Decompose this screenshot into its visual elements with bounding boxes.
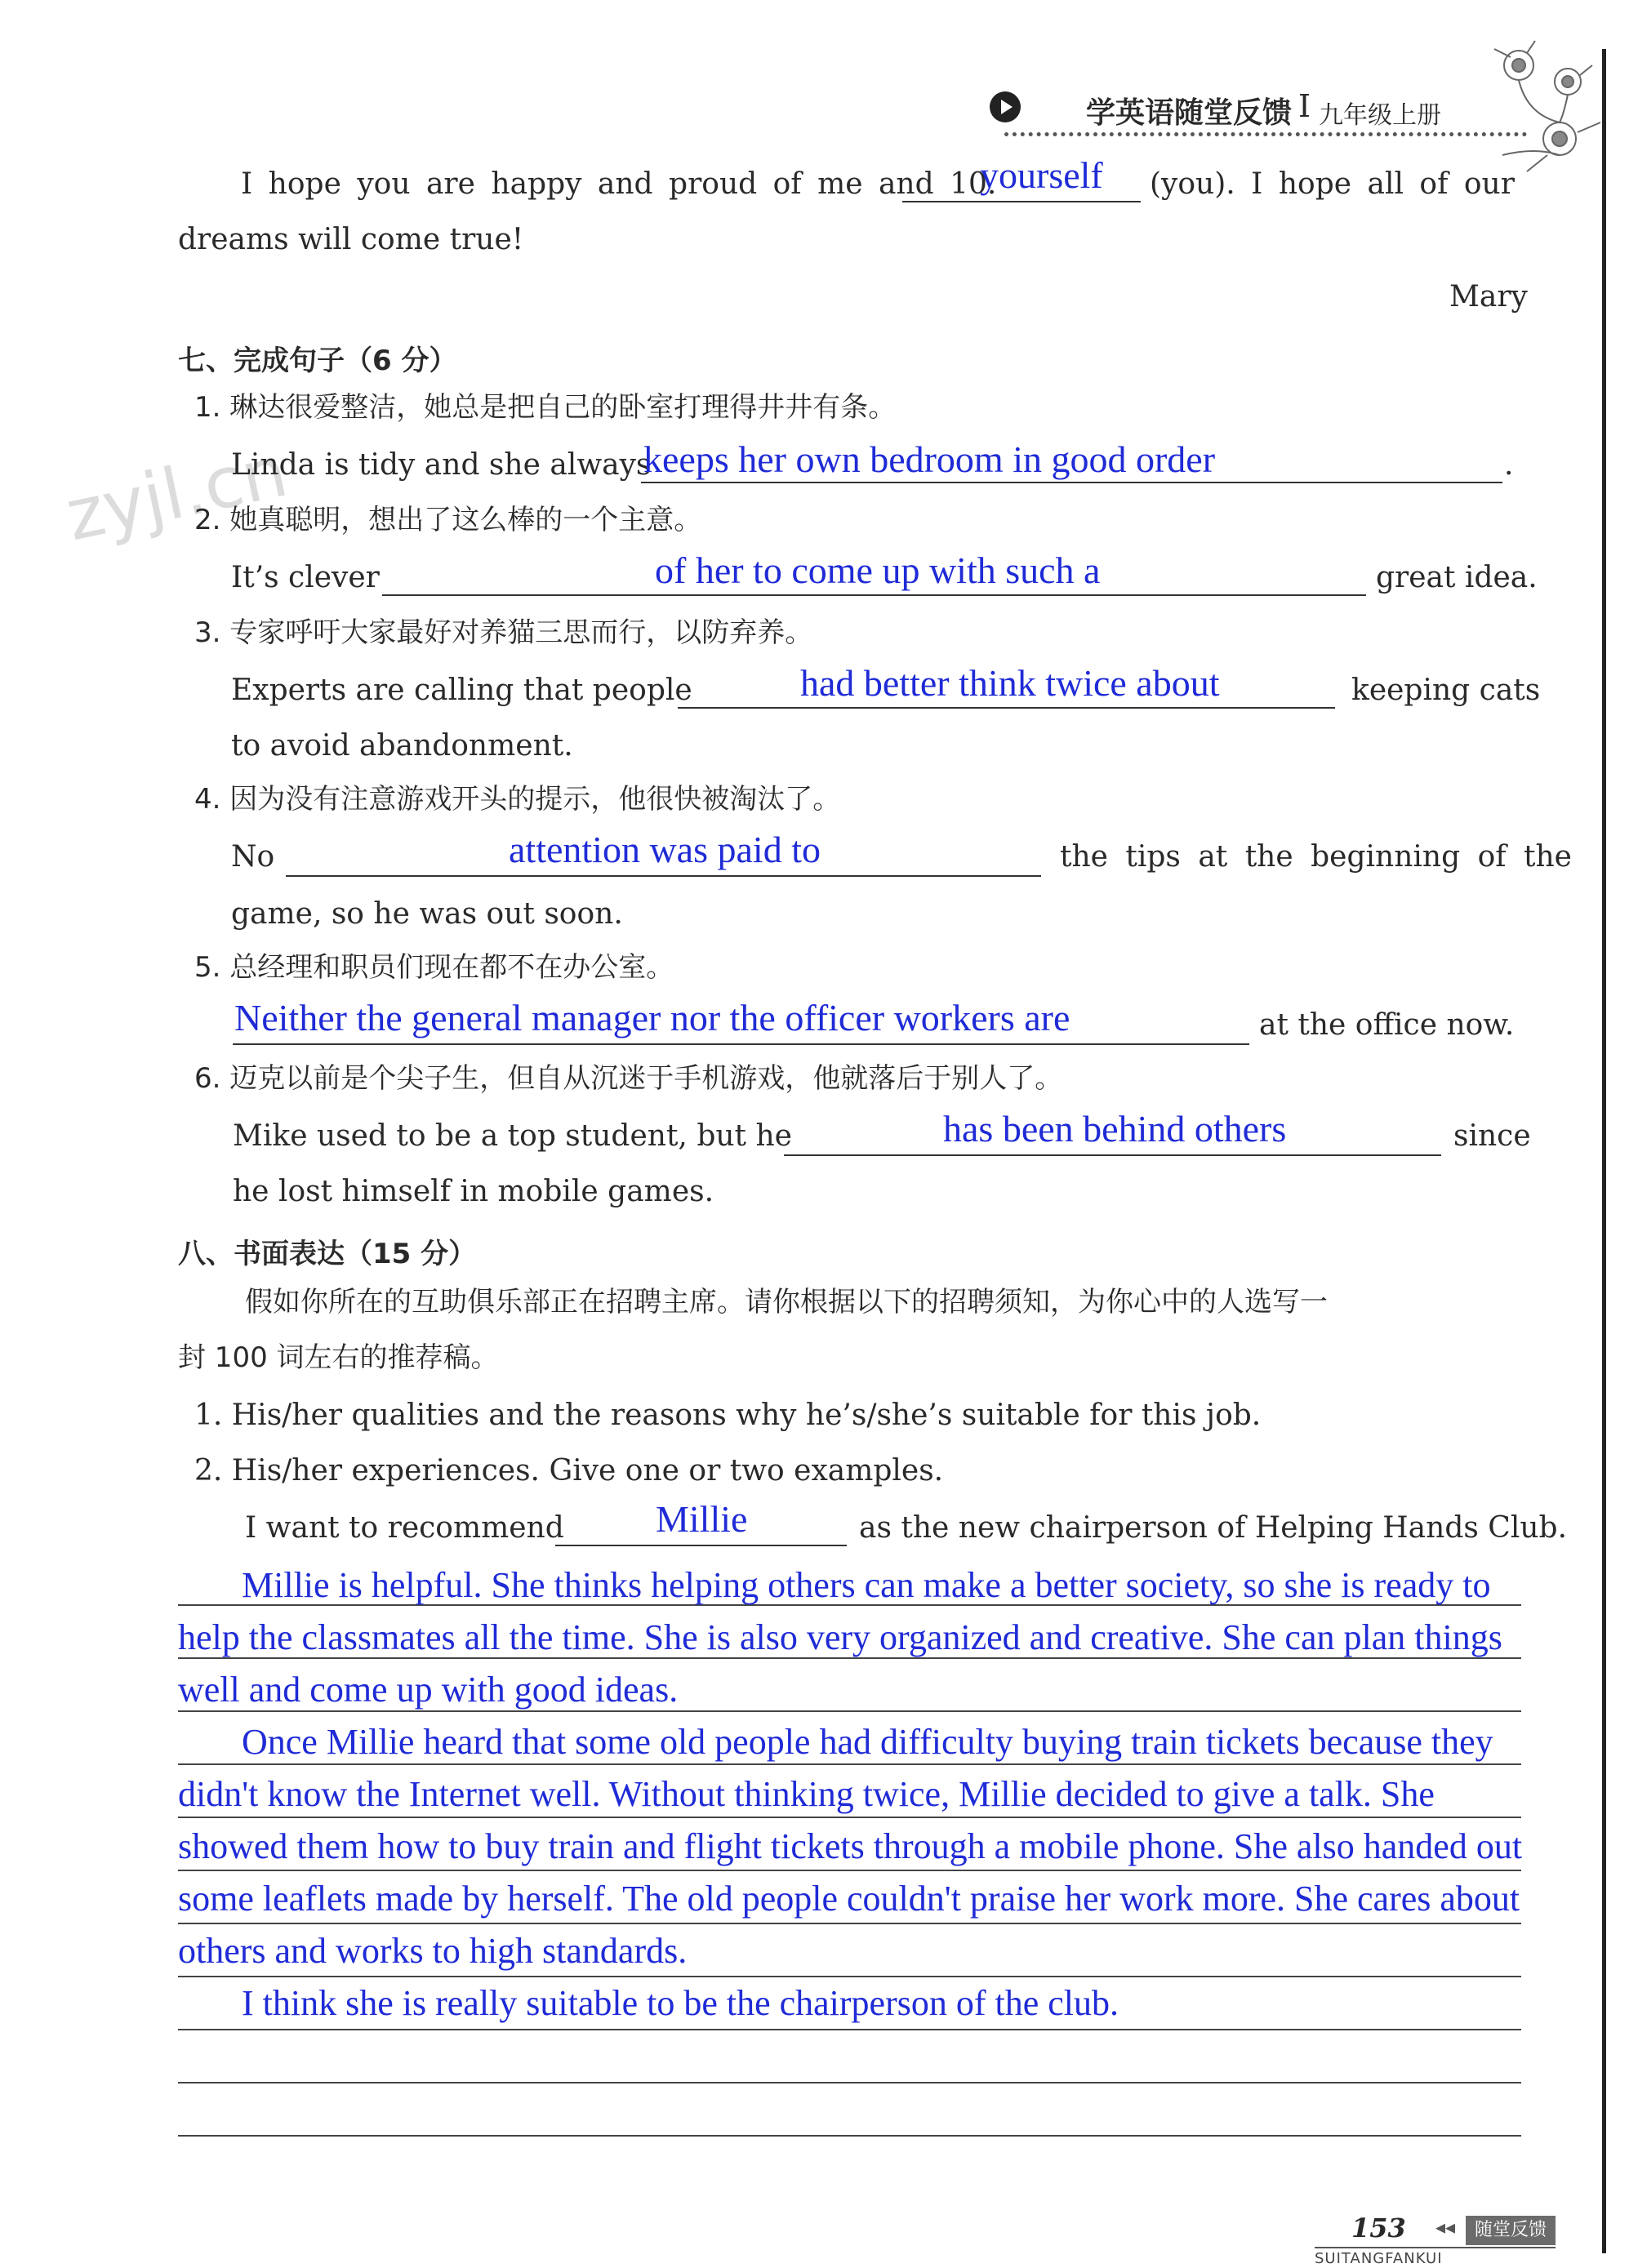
writing-line [178, 2135, 1521, 2137]
item2-prefix: It’s clever [231, 561, 380, 594]
footer-badge-label: 随堂反馈 [1474, 2220, 1547, 2240]
item4-blank-line [286, 875, 1041, 877]
section8-point1: 1. His/her qualities and the reasons why he’s/she’s suitable for this job. [194, 1399, 1262, 1432]
watermark: zyjl.cn [59, 430, 295, 558]
item1-chinese: 1. 琳达很爱整洁，她总是把自己的卧室打理得井井有条。 [194, 391, 897, 424]
header-dotted-rule [1004, 132, 1527, 136]
letter-signature: Mary [1449, 280, 1528, 314]
item1-answer: keeps her own bedroom in good order [643, 438, 1216, 480]
section7-heading: 七、完成句子（6 分） [178, 345, 457, 377]
recommend-prefix: I want to recommend [245, 1511, 564, 1545]
item6-prefix: Mike used to be a top student, but he [233, 1119, 792, 1153]
item2-answer: of her to come up with such a [655, 549, 1101, 591]
recommend-blank-line [555, 1545, 847, 1546]
writing-line [178, 2082, 1521, 2083]
footer-arrows: ◂◂ [1435, 2216, 1456, 2239]
play-icon [990, 91, 1021, 122]
item3-suffix: keeping cats [1351, 674, 1541, 707]
item3-continuation: to avoid abandonment. [231, 729, 573, 763]
item1-prefix: Linda is tidy and she always [231, 448, 652, 482]
item6-chinese: 6. 迈克以前是个尖子生，但自从沉迷于手机游戏，他就落后于别人了。 [194, 1062, 1063, 1095]
footer-badge [1466, 2216, 1556, 2245]
item6-blank-line [784, 1154, 1441, 1156]
item5-suffix: at the office now. [1259, 1008, 1515, 1042]
item2-suffix: great idea. [1376, 561, 1538, 594]
recommend-suffix: as the new chairperson of Helping Hands Club. [859, 1511, 1568, 1545]
section8-heading: 八、书面表达（15 分） [178, 1238, 477, 1270]
item4-answer: attention was paid to [509, 829, 821, 870]
essay-answer [178, 1559, 1533, 2030]
page-edge-shadow [1602, 49, 1606, 2253]
item3-blank-line [678, 707, 1335, 709]
item2-blank-line [382, 594, 1366, 596]
item3-answer: had better think twice about [800, 662, 1220, 704]
item6-answer: has been behind others [943, 1108, 1287, 1150]
header-subtitle: 九年级上册 [1319, 101, 1441, 130]
item3-prefix: Experts are calling that people [231, 674, 692, 707]
item3-chinese: 3. 专家呼吁大家最好对养猫三思而行，以防弃养。 [194, 616, 813, 649]
answer-10: yourself [980, 154, 1103, 196]
item4-prefix: No [231, 840, 275, 874]
essay-paragraph-2: Once Millie heard that some old people had difficulty buying train tickets because they didn't know the Internet well. Without thinking twice, Millie decided to give a talk. She showed them how to buy train and flight tickets through a mobile phone. She also handed out some leaflets made by herself. The old people couldn't praise her work more. She cares about others and works to high standards. [178, 1722, 1523, 1971]
item5-blank-line [233, 1043, 1249, 1045]
section8-prompt-line1: 假如你所在的互助俱乐部正在招聘主席。请你根据以下的招聘须知，为你心中的人选写一 [245, 1286, 1328, 1319]
item6-suffix: since [1453, 1119, 1531, 1153]
letter-line1-pre: I hope you are happy and proud of me and 10. [241, 167, 997, 201]
letter-line1-post: (you). I hope all of our [1150, 167, 1515, 201]
header-separator: I [1298, 88, 1311, 124]
footer-subtext: SUITANGFANKUI [1315, 2250, 1443, 2267]
header-title: 学英语随堂反馈 [1086, 96, 1293, 130]
section8-prompt-line2: 封 100 词左右的推荐稿。 [178, 1341, 499, 1374]
item4-continuation: game, so he was out soon. [231, 897, 623, 931]
letter-line2: dreams will come true! [178, 223, 524, 256]
page-number: 153 [1351, 2212, 1406, 2244]
item6-continuation: he lost himself in mobile games. [233, 1175, 714, 1208]
essay-paragraph-1: Millie is helpful. She thinks helping others can make a better society, so she is ready to help the classmates all the time. She is also very organized and creative. She can plan things well and come up with good ideas. [178, 1565, 1502, 1710]
item1-suffix: . [1504, 448, 1514, 482]
blank-10-line [902, 201, 1141, 202]
item4-suffix: the tips at the beginning of the [1060, 840, 1572, 874]
item1-blank-line [641, 482, 1502, 483]
item2-chinese: 2. 她真聪明，想出了这么棒的一个主意。 [194, 504, 702, 536]
item4-chinese: 4. 因为没有注意游戏开头的提示，他很快被淘汰了。 [194, 783, 841, 816]
recommend-name: Millie [656, 1498, 748, 1540]
footer-rule [1315, 2247, 1556, 2248]
item5-answer: Neither the general manager nor the officer workers are [234, 997, 1070, 1038]
section8-point2: 2. His/her experiences. Give one or two examples. [194, 1454, 944, 1488]
item5-chinese: 5. 总经理和职员们现在都不在办公室。 [194, 951, 674, 984]
essay-paragraph-3: I think she is really suitable to be the chairperson of the club. [242, 1983, 1119, 2023]
